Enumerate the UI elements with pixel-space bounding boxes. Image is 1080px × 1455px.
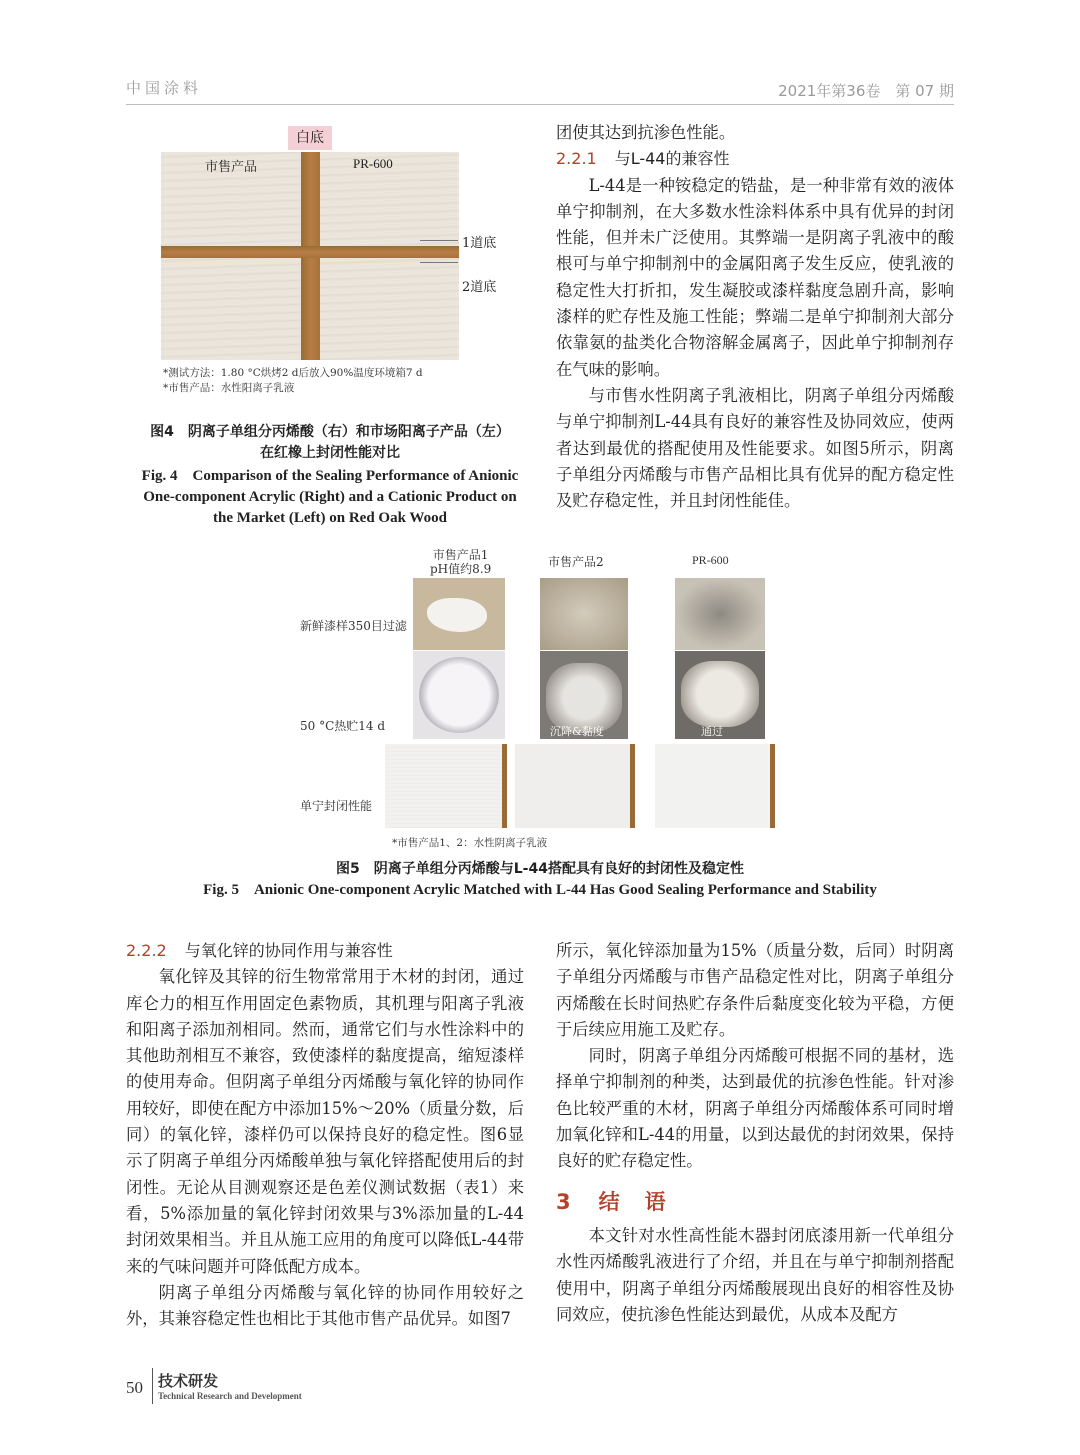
- fig5-wood-edge-3: [770, 744, 775, 828]
- paragraph: 同时，阴离子单组分丙烯酸可根据不同的基材，选择单宁抑制剂的种类，达到最优的抗渗色性能。针对渗色比较严重的木材，阴离子单组分丙烯酸体系可同时增加氧化锌和L-44的用量，以到达最优的封闭效果，保持良好的贮存稳定性。: [556, 1046, 954, 1171]
- right-col-top: [556, 120, 954, 514]
- section-number: 2.2.2: [126, 941, 167, 960]
- fig4-caption: [126, 422, 534, 529]
- fig5-r1-c1-photo: [413, 578, 505, 650]
- section-title: 与氧化锌的协同作用与兼容性: [184, 941, 393, 960]
- header-rule: [126, 104, 954, 105]
- page-number: 50: [126, 1378, 143, 1397]
- section-number: 3: [556, 1189, 573, 1214]
- fig5-r1-c2-photo: [540, 578, 628, 650]
- fig5-wood-edge-1: [502, 744, 507, 828]
- fig5-col1-line1: 市售产品1: [432, 548, 489, 562]
- fig5-wood-edge-2: [630, 744, 635, 828]
- fig5-r3-c1-photo: [385, 744, 507, 828]
- fig5-row3-label: 单宁封闭性能: [300, 799, 373, 813]
- fig5-r2-c3-photo: [675, 651, 765, 739]
- fig4-white-base-tag: 白底: [288, 126, 332, 150]
- fig4-leader-1: [420, 240, 458, 241]
- fig5-note: *市售产品1、2：水性阴离子乳液: [392, 837, 548, 849]
- fig5-caption-en: Fig. 5 Anionic One-component Acrylic Matched with L-44 Has Good Sealing Performance and Stability: [203, 882, 877, 898]
- section-number: 2.2.1: [556, 149, 597, 169]
- fig5-tag-pass: 通过: [701, 725, 723, 738]
- fig4-photo: [161, 152, 459, 360]
- fig4-horizontal-stripe: [161, 246, 459, 258]
- issue-info: 2021年第36卷 第 07 期: [778, 82, 954, 100]
- fig5-row2-label: 50 °C热贮14 d: [300, 719, 386, 733]
- fig5-r3-c2-photo: [515, 744, 635, 828]
- fig4-note-1: *测试方法：1.80 °C烘烤2 d后放入90%温度环境箱7 d: [163, 367, 423, 379]
- footer-section-cn: 技术研发: [158, 1372, 219, 1390]
- fig5-col1-line2: pH值约8.9: [430, 562, 492, 576]
- paragraph: 阴离子单组分丙烯酸与氧化锌的协同作用较好之外，其兼容稳定性也相比于其他市售产品优异。如图7: [126, 1282, 524, 1329]
- paragraph: L-44是一种铵稳定的锆盐，是一种非常有效的液体单宁抑制剂，在大多数水性涂料体系中具有优异的封闭性能，但并未广泛使用。其弊端一是阴离子乳液中的酸根可与单宁抑制剂中的金属阳离子发生反应，使乳液的稳定性大打折扣，发生凝胶或漆样黏度急剧升高，影响漆样的贮存性及施工性能；弊端二是单宁抑制剂大部分依靠氨的盐类化合物溶解金属离子，因此单宁抑制剂存在气味的影响。: [556, 175, 954, 379]
- paragraph: 所示，氧化锌添加量为15%（质量分数，后同）时阴离子单组分丙烯酸与市售产品稳定性对比，阴离子单组分丙烯酸在长时间热贮存条件后黏度变化较为平稳，方便于后续应用施工及贮存。: [556, 941, 954, 1039]
- fig5-row1-label: 新鲜漆样350目过滤: [300, 619, 407, 633]
- fig5-jar-3: [681, 661, 759, 727]
- paragraph: 氧化锌及其锌的衍生物常常用于木材的封闭，通过库仑力的相互作用固定色素物质，其机理与阳离子乳液和阳离子添加剂相同。然而，通常它们与水性涂料中的其他助剂相互不兼容，致使漆样的黏度提高，缩短漆样的使用寿命。但阴离子单组分丙烯酸与氧化锌的协同作用较好，即使在配方中添加15%～20%（质量分数，后同）的氧化锌，漆样仍可以保持良好的稳定性。图6显示了阴离子单组分丙烯酸单独与氧化锌搭配使用后的封闭性。无论从目测观察还是色差仪测试数据（表1）来看，5%添加量的氧化锌封闭效果与3%添加量的L-44封闭效果相当。并且从施工应用的角度可以降低L-44带来的气味问题并可降低配方成本。: [126, 967, 525, 1276]
- fig4-caption-en-2: One-component Acrylic (Right) and a Cationic Product on: [143, 489, 517, 505]
- fig5-jar-1: [419, 657, 499, 733]
- section-2-2-1-heading: [556, 146, 954, 172]
- fig4-caption-en-1: Fig. 4 Comparison of the Sealing Performance of Anionic: [141, 468, 519, 484]
- paragraph: 与市售水性阴离子乳液相比，阴离子单组分丙烯酸与单宁抑制剂L-44具有良好的兼容性及协同效应，使两者达到最优的搭配使用及性能要求。如图5所示，阴离子单组分丙烯酸与市售产品相比具有优异的配方稳定性及贮存稳定性，并且封闭性能佳。: [556, 385, 954, 511]
- fig4-label-left: 市售产品: [205, 160, 258, 175]
- journal-name: 中国涂料: [126, 79, 203, 97]
- fig5-tag-settle: 沉降&黏度: [550, 725, 604, 738]
- fig4-label-coat2: 2道底: [462, 280, 497, 295]
- footer-divider: [152, 1368, 153, 1404]
- fig4-label-right: PR-600: [353, 156, 393, 171]
- footer-section-en: Technical Research and Development: [158, 1391, 302, 1401]
- carryover-line: 团使其达到抗渗色性能。: [556, 123, 736, 142]
- fig5-col1-header: [430, 548, 491, 576]
- section-2-2-2-heading: [126, 938, 524, 964]
- fig5-r1-c3-photo: [675, 578, 765, 650]
- fig4-caption-cn-1: 图4 阴离子单组分丙烯酸（右）和市场阳离子产品（左）: [150, 424, 510, 440]
- right-col-bottom: [556, 938, 954, 1328]
- fig4-caption-cn-2: 在红橡上封闭性能对比: [260, 445, 400, 461]
- fig5-col3-header: PR-600: [692, 553, 729, 567]
- fig4-label-coat1: 1道底: [462, 236, 497, 251]
- section-title: 与L-44的兼容性: [614, 149, 730, 169]
- left-col-bottom: [126, 938, 524, 1332]
- fig5-filter-residue: [427, 598, 487, 632]
- fig5-r3-c3-photo: [655, 744, 775, 828]
- section-title: 结 语: [598, 1189, 668, 1214]
- fig5-col2-header: 市售产品2: [548, 555, 604, 569]
- fig5-r2-c1-photo: [413, 651, 505, 739]
- section-3-heading: [556, 1189, 954, 1215]
- fig4-leader-2: [420, 262, 458, 263]
- fig4-note-2: *市售产品：水性阳离子乳液: [163, 382, 295, 394]
- fig5-caption-cn: 图5 阴离子单组分丙烯酸与L-44搭配具有良好的封闭性及稳定性: [336, 861, 744, 877]
- fig4-caption-en-3: the Market (Left) on Red Oak Wood: [213, 510, 447, 526]
- paragraph: 本文针对水性高性能木器封闭底漆用新一代单组分水性丙烯酸乳液进行了介绍，并且在与单宁抑制剂搭配使用中，阴离子单组分丙烯酸展现出良好的相容性及协同效应，使抗渗色性能达到最优，从成本及配方: [556, 1225, 954, 1324]
- fig5-r2-c2-photo: [540, 651, 628, 739]
